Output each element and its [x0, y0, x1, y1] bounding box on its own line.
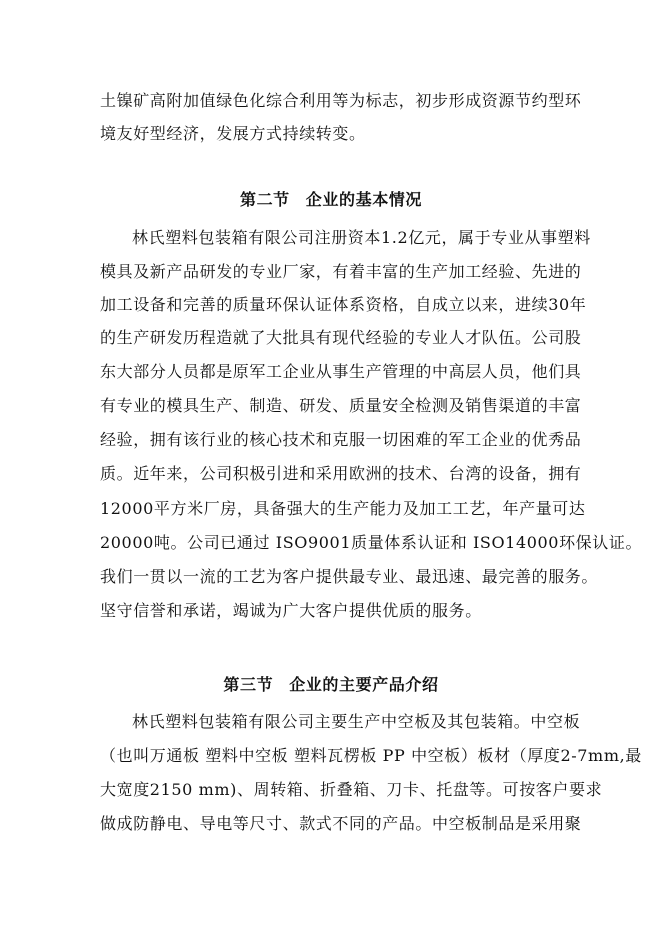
intro-line-2: 境友好型经济，发展方式持续转变。 [100, 124, 366, 143]
section-2-line-5: 东大部分人员都是原军工企业从事生产管理的中高层人员，他们具 [100, 362, 582, 381]
intro-line-1: 土镍矿高附加值绿色化综合利用等为标志，初步形成资源节约型环 [100, 91, 582, 110]
section-2-heading [0, 190, 662, 210]
section-2-line-1: 林氏塑料包装箱有限公司注册资本1.2亿元，属于专业从事塑料 [132, 228, 591, 247]
section-3-line-1: 林氏塑料包装箱有限公司主要生产中空板及其包装箱。中空板 [132, 712, 581, 731]
section-2-line-6: 有专业的模具生产、制造、研发、质量安全检测及销售渠道的丰富 [100, 396, 582, 415]
section-2-line-4: 的生产研发历程造就了大批具有现代经验的专业人才队伍。公司股 [100, 328, 582, 347]
section-3-heading [0, 675, 662, 695]
section-2-title: 企业的基本情况 [305, 190, 422, 209]
section-3-title: 企业的主要产品介绍 [289, 675, 439, 694]
section-2-line-3: 加工设备和完善的质量环保认证体系资格，自成立以来，进续30年 [100, 295, 587, 314]
section-3-number: 第三节 [223, 675, 274, 694]
section-2-line-10: 20000吨。公司已通过 ISO9001质量体系认证和 ISO14000环保认证。 [100, 533, 643, 552]
section-2-line-8: 质。近年来，公司积极引进和采用欧洲的技术、台湾的设备，拥有 [100, 464, 582, 483]
section-2-line-11: 我们一贯以一流的工艺为客户提供最专业、最迅速、最完善的服务。 [100, 567, 599, 586]
section-2-number: 第二节 [239, 190, 290, 209]
section-2-line-9: 12000平方米厂房，具备强大的生产能力及加工工艺，年产量可达 [100, 499, 586, 518]
section-2-line-7: 经验，拥有该行业的核心技术和克服一切困难的军工企业的优秀品 [100, 430, 582, 449]
section-3-line-3: 大宽度2150 mm)、周转箱、折叠箱、刀卡、托盘等。可按客户要求 [100, 780, 603, 799]
section-3-line-2: （也叫万通板 塑料中空板 塑料瓦楞板 PP 中空板）板材（厚度2-7mm,最 [100, 746, 642, 765]
section-2-line-12: 坚守信誉和承诺，竭诚为广大客户提供优质的服务。 [100, 601, 482, 620]
section-3-line-4: 做成防静电、导电等尺寸、款式不同的产品。中空板制品是采用聚 [100, 814, 582, 833]
section-2-line-2: 模具及新产品研发的专业厂家，有着丰富的生产加工经验、先进的 [100, 262, 582, 281]
